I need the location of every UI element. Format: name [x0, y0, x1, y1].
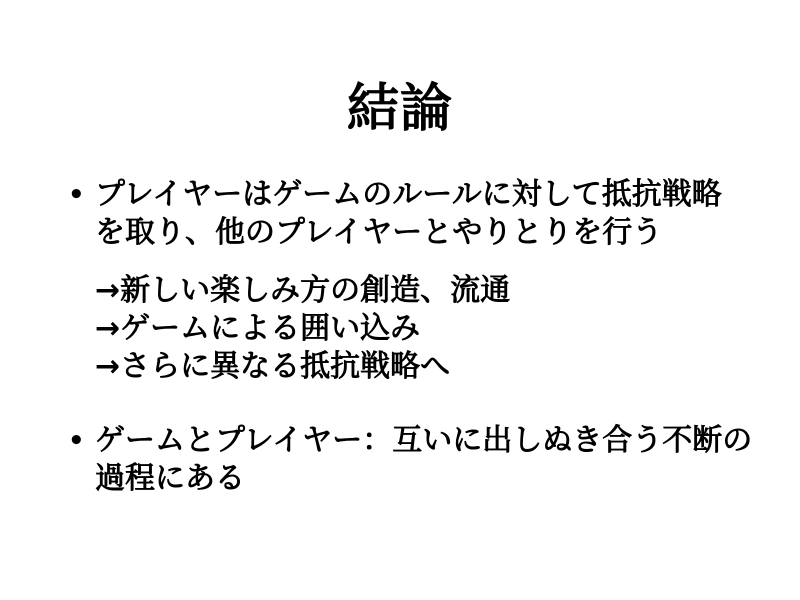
arrow-list [95, 272, 768, 386]
bullet-item-1 [68, 176, 768, 252]
bullet1-line-2: を取り、他のプレイヤーとやりとりを行う [95, 215, 663, 250]
bullet1-line-1: プレイヤーはゲームのルールに対して抵抗戦略 [95, 177, 722, 212]
bullet2-line-2: 過程にある [95, 461, 245, 496]
bullet-marker: • [68, 426, 85, 456]
slide-body [68, 176, 768, 498]
arrow-line-3: →さらに異なる抵抗戦略へ [95, 349, 451, 384]
arrow-line-1: →新しい楽しみ方の創造、流通 [95, 273, 511, 308]
arrow-line-2: →ゲームによる囲い込み [95, 311, 421, 346]
bullet-text [95, 176, 768, 252]
slide-title: 結論 [346, 79, 453, 139]
bullet-item-2 [68, 422, 768, 498]
bullet-marker: • [68, 180, 85, 210]
bullet-text [95, 422, 768, 498]
bullet2-line-1: ゲームとプレイヤー：互いに出しぬき合う不断の [95, 423, 753, 458]
